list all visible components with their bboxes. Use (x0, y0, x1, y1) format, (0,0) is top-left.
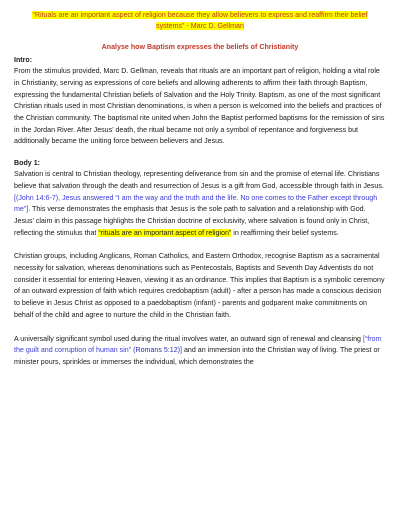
body1-paragraph-1 (14, 169, 386, 239)
intro-label: Intro: (14, 56, 33, 65)
scripture-reference-romans: (Romans 5:12)] (133, 346, 182, 355)
body1-p3-text-a: A universally significant symbol used during the ritual involves water, an outward sign of renewal and cleansing (14, 334, 363, 343)
body1-p1-text-a: Salvation is central to Christian theology, representing deliverance from sin and the promise of eternal life. Christians believe that salvation through the death and resurrection of Jesus is a gift from God, accessible through faith in Jesus. (14, 170, 384, 190)
body1-label: Body 1: (14, 159, 41, 168)
scripture-reference-john: [(John 14:6-7), Jesus answered “I am the way and the truth and the life. No one comes to the Father except through me”]. (14, 193, 378, 214)
stimulus-highlight: “rituals are an important aspect of religion” (98, 228, 232, 237)
quote-highlight: “Rituals are an important aspect of religion because they allow believers to express and reaffirm their belief systems” - Marc D. Gellman (32, 11, 368, 30)
essay-question-heading: Analyse how Baptism expresses the beliefs of Christianity (101, 43, 299, 52)
scripture-quote-romans: [“from the guilt and corruption of human sin” (14, 334, 382, 355)
stimulus-quote (20, 10, 380, 31)
body1-p1-text-c: in reaffirming their belief systems. (231, 228, 339, 237)
body1-paragraph-3 (14, 334, 386, 369)
body1-p1-text-b: This verse demonstrates the emphasis that Jesus is the sole path to salvation and a relationship with God. Jesus’ claim in this passage highlights the Christian doctrine of exclusivity, where salvation is found only in Christ, reflecting the stimulus that (14, 205, 370, 237)
body1-p3-text-b: and an immersion into the Christian way of living. The priest or minister pours, sprinkles or immerses the individual, which demonstrates the (14, 346, 380, 366)
intro-paragraph: From the stimulus provided, Marc D. Gellman, reveals that rituals are an important part of religion, holding a vital role in Christianity, serving as expressions of core beliefs and allowing adherents to affirm their faith through Baptism, expressing the fundamental Christian beliefs of Salvation and the Holy Trinity. Baptism, as one of the most significant Christian rituals used in most Christian denominations, is when a person is welcomed into the beliefs and practices of the Christian community. The baptismal rite united when John the Baptist performed baptisms for the remission of sins in the Jordan River. After Jesus’ death, the ritual became not only a symbol of repentance and forgiveness but additionally became the uniting force between believers and Jesus. (14, 67, 385, 146)
body1-paragraph-2: Christian groups, including Anglicans, Roman Catholics, and Eastern Orthodox, recognise Baptism as a sacramental necessity for salvation, whereas denominations such as Pentecostals, Baptists and Seventh Day Adventists do not consider it essential for entering Heaven, viewing it as an ordinance. This implies that Baptism is a symbolic ceremony of an outward expression of faith which requires credobaptism (adult) - after a person has made a conscious decision to believe in Jesus Christ as opposed to a paedobaptism (infant) - parents and godparent make commitments on behalf of the child and agree to nurture the child in the Christian faith. (14, 252, 385, 319)
